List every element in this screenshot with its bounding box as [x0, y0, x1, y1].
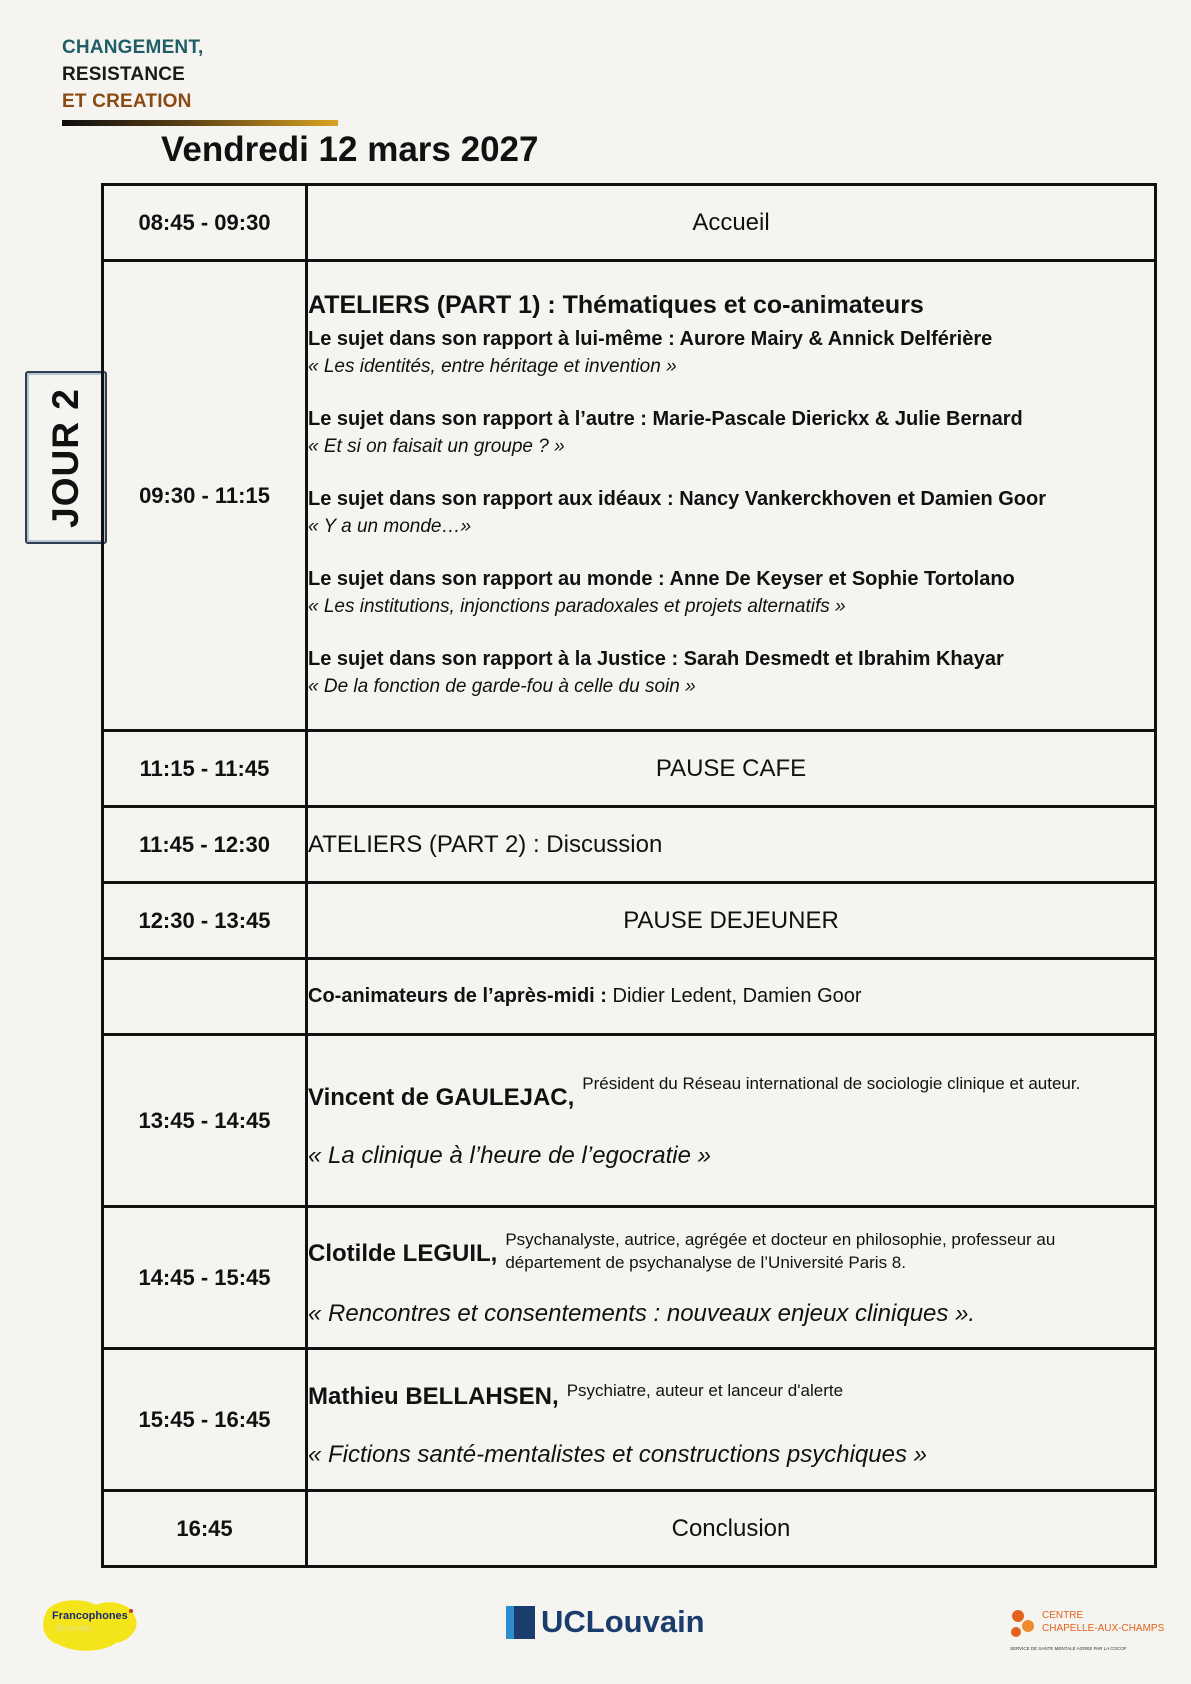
workshop-quote: « De la fonction de garde-fou à celle du soin » — [308, 676, 696, 697]
workshop-quote: « Les institutions, injonctions paradoxales et projets alternatifs » — [308, 596, 846, 617]
talk-title: « Fictions santé-mentalistes et constructions psychiques » — [308, 1440, 927, 1468]
page-title: Vendredi 12 mars 2027 — [161, 130, 539, 169]
schedule-table — [101, 183, 1157, 1568]
speaker-name: Clotilde LEGUIL, — [308, 1239, 498, 1267]
centre-chapelle-aux-champs-logo — [1008, 1606, 1165, 1656]
workshop-item — [308, 486, 1154, 540]
time-slot: 12:30 - 13:45 — [103, 883, 307, 959]
schedule-row-pause-cafe — [103, 731, 1156, 807]
talk-title: « Rencontres et consentements : nouveaux enjeux cliniques ». — [308, 1299, 976, 1327]
schedule-row-accueil — [103, 185, 1156, 261]
activity-conclusion: Conclusion — [307, 1491, 1156, 1567]
schedule-row-pause-dejeuner — [103, 883, 1156, 959]
workshop-theme: Le sujet dans son rapport à lui-même : Aurore Mairy & Annick Delférière — [308, 328, 993, 350]
schedule-row-ateliers-part2 — [103, 807, 1156, 883]
workshop-quote: « Et si on faisait un groupe ? » — [308, 436, 565, 457]
workshop-theme: Le sujet dans son rapport aux idéaux : Nancy Vankerckhoven et Damien Goor — [308, 488, 1046, 510]
activity-coanimateurs — [307, 959, 1156, 1035]
workshop-quote: « Y a un monde…» — [308, 516, 472, 537]
time-slot: 11:45 - 12:30 — [103, 807, 307, 883]
activity-pause-cafe: PAUSE CAFE — [307, 731, 1156, 807]
activity-talk — [307, 1207, 1156, 1349]
workshop-item — [308, 326, 1154, 380]
speaker-line — [308, 1072, 1154, 1112]
brand-line-3: ET CREATION — [62, 91, 192, 112]
speaker-description: Psychiatre, auteur et lanceur d'alerte — [566, 1380, 844, 1400]
francophones-logo-text: Francophones — [52, 1610, 128, 1622]
time-slot: 16:45 — [103, 1491, 307, 1567]
uclouvain-logo — [506, 1604, 705, 1640]
activity-talk — [307, 1349, 1156, 1491]
day-badge-label: JOUR 2 — [45, 387, 86, 528]
speaker-line — [308, 1228, 1154, 1274]
schedule-row-coanimateurs — [103, 959, 1156, 1035]
activity-pause-dejeuner: PAUSE DEJEUNER — [307, 883, 1156, 959]
centre-logo-line1: CENTRE — [1042, 1610, 1084, 1621]
workshop-theme: Le sujet dans son rapport à la Justice : Sarah Desmedt et Ibrahim Khayar — [308, 648, 1004, 670]
centre-logo-line2: CHAPELLE-AUX-CHAMPS — [1042, 1623, 1165, 1634]
talk-title: « La clinique à l’heure de l’egocratie » — [308, 1141, 711, 1169]
brand-line-1: CHANGEMENT, — [62, 37, 204, 58]
workshop-theme: Le sujet dans son rapport au monde : Anne De Keyser et Sophie Tortolano — [308, 568, 1015, 590]
francophones-bruxelles-logo — [38, 1595, 142, 1655]
brand-line-2: RESISTANCE — [62, 64, 186, 85]
workshop-item — [308, 646, 1154, 700]
time-slot: 15:45 - 16:45 — [103, 1349, 307, 1491]
activity-ateliers-part2: ATELIERS (PART 2) : Discussion — [307, 807, 1156, 883]
speaker-description: Psychanalyste, autrice, agrégée et docteur en philosophie, professeur au département de psychanalyse de l’Université Paris 8. — [505, 1229, 1056, 1272]
speaker-description: Président du Réseau international de sociologie clinique et auteur. — [582, 1073, 1081, 1093]
workshop-item — [308, 566, 1154, 620]
brand-underline — [62, 120, 338, 126]
francophones-logo-subtext: Bruxelles — [56, 1623, 94, 1633]
activity-accueil: Accueil — [307, 185, 1156, 261]
activity-talk — [307, 1035, 1156, 1207]
speaker-name: Mathieu BELLAHSEN, — [308, 1382, 559, 1410]
time-slot: 13:45 - 14:45 — [103, 1035, 307, 1207]
uclouvain-logo-text: UCLouvain — [541, 1604, 705, 1639]
centre-logo-line3: SERVICE DE SANTE MENTALE AGREE PAR LA COCOF — [1010, 1646, 1127, 1651]
activity-ateliers-part1 — [307, 261, 1156, 731]
time-slot: 14:45 - 15:45 — [103, 1207, 307, 1349]
day-badge — [25, 371, 107, 544]
uclouvain-logo-mark — [506, 1606, 535, 1639]
brand-title — [62, 34, 204, 115]
speaker-name: Vincent de GAULEJAC, — [308, 1083, 575, 1111]
schedule-row-talk-gaulejac — [103, 1035, 1156, 1207]
schedule-row-conclusion — [103, 1491, 1156, 1567]
coanimateurs-names: Didier Ledent, Damien Goor — [612, 985, 862, 1007]
time-slot: 11:15 - 11:45 — [103, 731, 307, 807]
schedule-row-ateliers-part1 — [103, 261, 1156, 731]
schedule-row-talk-bellahsen — [103, 1349, 1156, 1491]
workshop-heading: ATELIERS (PART 1) : Thématiques et co-animateurs — [308, 291, 924, 319]
schedule-row-talk-leguil — [103, 1207, 1156, 1349]
coanimateurs-label: Co-animateurs de l’après-midi : — [308, 985, 607, 1007]
workshop-quote: « Les identités, entre héritage et invention » — [308, 356, 677, 377]
time-slot: 09:30 - 11:15 — [103, 261, 307, 731]
time-slot-empty — [103, 959, 307, 1035]
workshop-item — [308, 406, 1154, 460]
workshop-theme: Le sujet dans son rapport à l’autre : Marie-Pascale Dierickx & Julie Bernard — [308, 408, 1023, 430]
speaker-line — [308, 1371, 1154, 1411]
time-slot: 08:45 - 09:30 — [103, 185, 307, 261]
